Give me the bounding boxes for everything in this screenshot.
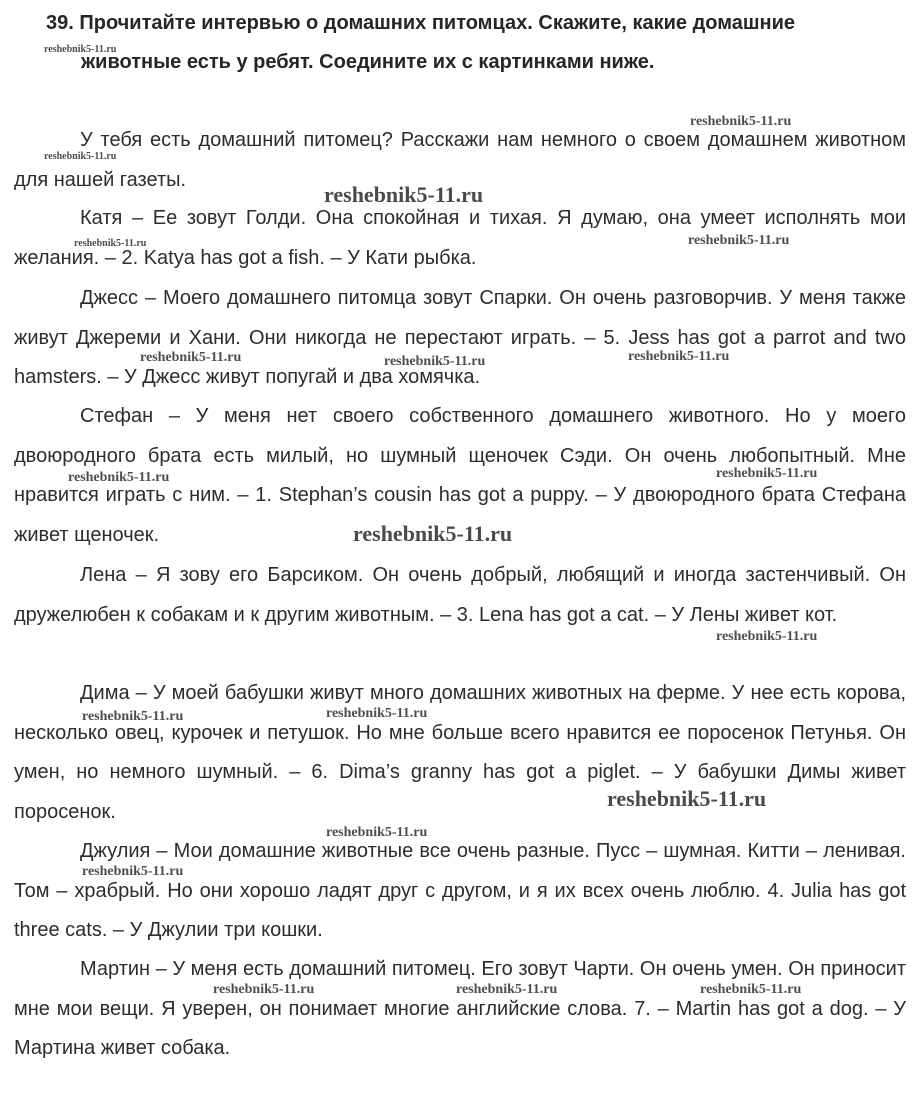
- paragraph-katya: Катя – Ее зовут Голди. Она спокойная и тихая. Я думаю, она умеет исполнять мои желания. – 2. Katya has got a fish. – У Кати рыбка.: [14, 207, 906, 269]
- watermark: reshebnik5-11.ru: [74, 238, 147, 249]
- task-heading: [46, 4, 908, 82]
- watermark: reshebnik5-11.ru: [140, 350, 242, 365]
- watermark: reshebnik5-11.ru: [384, 354, 486, 369]
- watermark: reshebnik5-11.ru: [700, 982, 802, 997]
- watermark: reshebnik5-11.ru: [82, 864, 184, 879]
- watermark: reshebnik5-11.ru: [353, 521, 513, 546]
- paragraph-dima: Дима – У моей бабушки живут много домашних животных на ферме. У нее есть корова, несколько овец, курочек и петушок. Но мне больше всего нравится ее поросенок Петунья. Он умен, но немного шумный. – 6. Dima’s granny has got a piglet. – У бабушки Димы живет поросенок.: [14, 682, 906, 823]
- paragraph-jess: Джесс – Моего домашнего питомца зовут Спарки. Он очень разговорчив. У меня также живут Джереми и Хани. Они никогда не перестают играть. – 5. Jess has got a parrot and two hamsters. – У Джесс живут попугай и два хомячка.: [14, 287, 906, 388]
- paragraph-lena: Лена – Я зову его Барсиком. Он очень добрый, любящий и иногда застенчивый. Он дружелюбен к собакам и к другим животным. – 3. Lena has got a cat. – У Лены живет кот.: [14, 564, 906, 626]
- watermark: reshebnik5-11.ru: [716, 629, 818, 644]
- watermark: reshebnik5-11.ru: [607, 786, 767, 811]
- paragraph-julia: Джулия – Мои домашние животные все очень разные. Пусс – шумная. Китти – ленивая. Том – храбрый. Но они хорошо ладят друг с другом, и я их всех очень люблю. 4. Julia has got three cats. – У Джулии три кошки.: [14, 840, 906, 941]
- watermark: reshebnik5-11.ru: [82, 709, 184, 724]
- watermark: reshebnik5-11.ru: [716, 466, 818, 481]
- paragraph-stephan: Стефан – У меня нет своего собственного домашнего животного. Но у моего двоюродного брата есть милый, но шумный щеночек Сэди. Он очень любопытный. Мне нравится играть с ним. – 1. Stephan’s cousin has got a puppy. – У двоюродного брата Стефана живет щеночек.: [14, 405, 906, 546]
- watermark: reshebnik5-11.ru: [68, 470, 170, 485]
- task-instruction-line-1: Прочитайте интервью о домашних питомцах. Скажите, какие домашние: [79, 12, 796, 34]
- paragraph-martin: Мартин – У меня есть домашний питомец. Его зовут Чарти. Он очень умен. Он приносит мне мои вещи. Я уверен, он понимает многие английские слова. 7. – Martin has got a dog. – У Мартина живет собака.: [14, 958, 906, 1059]
- watermark: reshebnik5-11.ru: [456, 982, 558, 997]
- watermark: reshebnik5-11.ru: [688, 233, 790, 248]
- watermark: reshebnik5-11.ru: [690, 114, 792, 129]
- task-instruction-line-2: животные есть у ребят. Соедините их с картинками ниже.: [81, 51, 655, 73]
- watermark: reshebnik5-11.ru: [44, 44, 117, 55]
- watermark: reshebnik5-11.ru: [324, 182, 484, 207]
- watermark: reshebnik5-11.ru: [326, 825, 428, 840]
- watermark: reshebnik5-11.ru: [628, 349, 730, 364]
- paragraph-intro: У тебя есть домашний питомец? Расскажи нам немного о своем домашнем животном для нашей газеты.: [14, 129, 906, 191]
- watermark: reshebnik5-11.ru: [326, 706, 428, 721]
- task-number: 39.: [46, 12, 74, 34]
- watermark: reshebnik5-11.ru: [44, 151, 117, 162]
- watermark: reshebnik5-11.ru: [213, 982, 315, 997]
